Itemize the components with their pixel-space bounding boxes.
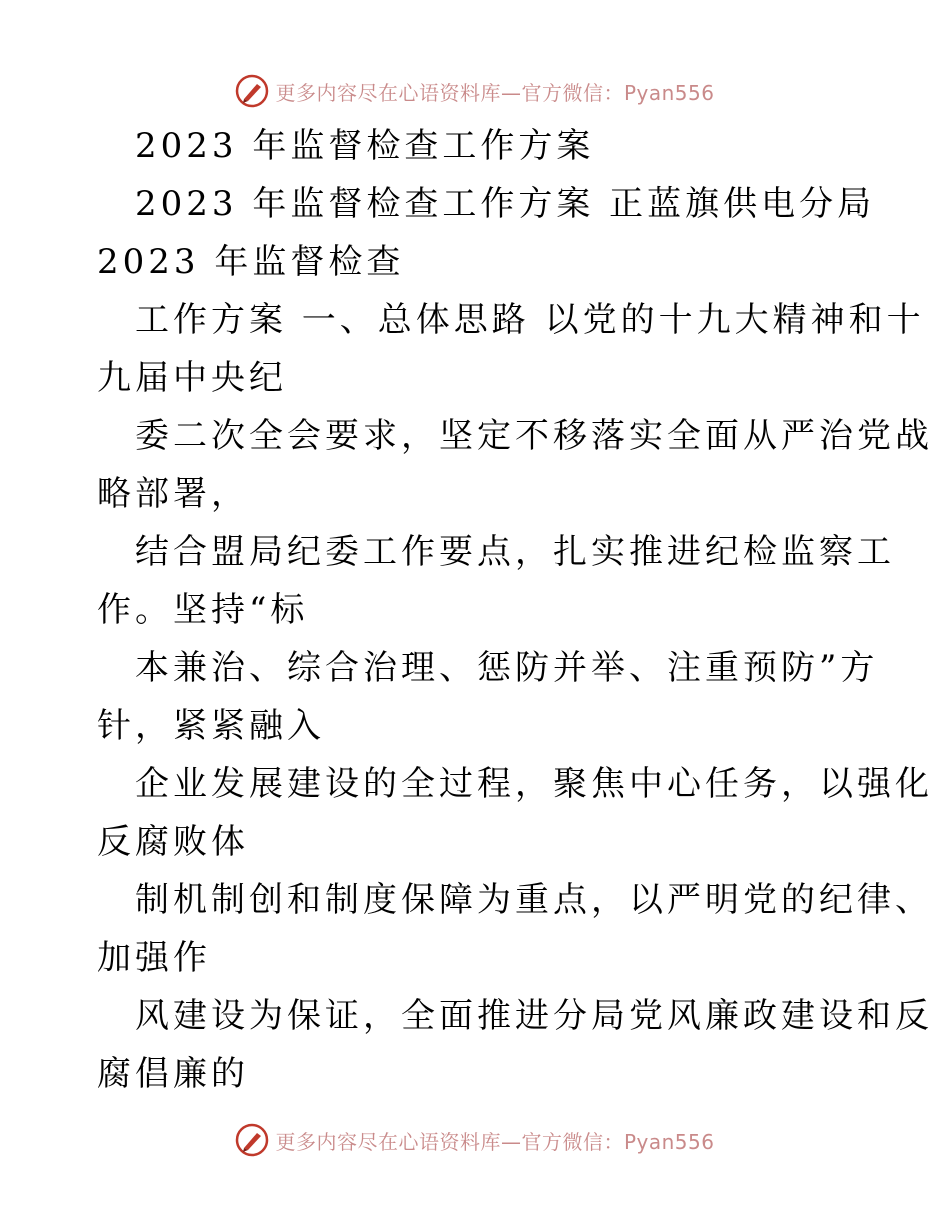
header-watermark — [0, 71, 950, 111]
text-line: 九届中央纪 — [97, 358, 287, 398]
text-line: 反腐败体 — [97, 822, 249, 862]
text-line: 本兼治、综合治理、惩防并举、注重预防”方 — [135, 648, 879, 688]
pen-logo-icon — [235, 74, 269, 108]
pen-logo-icon — [235, 1123, 269, 1157]
text-line: 针，紧紧融入 — [97, 706, 325, 746]
text-line: 2023 年监督检查工作方案 正蓝旗供电分局 — [135, 184, 876, 224]
text-line: 2023 年监督检查 — [97, 242, 405, 282]
text-line: 作。坚持“标 — [97, 590, 309, 630]
text-line: 企业发展建设的全过程，聚焦中心任务，以强化 — [135, 764, 933, 804]
text-line: 加强作 — [97, 938, 211, 978]
text-line: 腐倡廉的 — [97, 1054, 249, 1094]
text-line: 风建设为保证，全面推进分局党风廉政建设和反 — [135, 996, 933, 1036]
text-line: 工作方案 一、总体思路 以党的十九大精神和十 — [135, 300, 925, 340]
text-line: 制机制创和制度保障为重点，以严明党的纪律、 — [135, 880, 933, 920]
text-line: 委二次全会要求，坚定不移落实全面从严治党战 — [135, 416, 933, 456]
footer-watermark — [0, 1120, 950, 1160]
watermark-text: 更多内容尽在心语资料库—官方微信：Pyan556 — [275, 1129, 715, 1154]
watermark-text: 更多内容尽在心语资料库—官方微信：Pyan556 — [275, 80, 715, 105]
document-title: 2023 年监督检查工作方案 — [135, 126, 595, 166]
text-line: 结合盟局纪委工作要点，扎实推进纪检监察工 — [135, 532, 895, 572]
text-line: 略部署， — [97, 474, 249, 514]
